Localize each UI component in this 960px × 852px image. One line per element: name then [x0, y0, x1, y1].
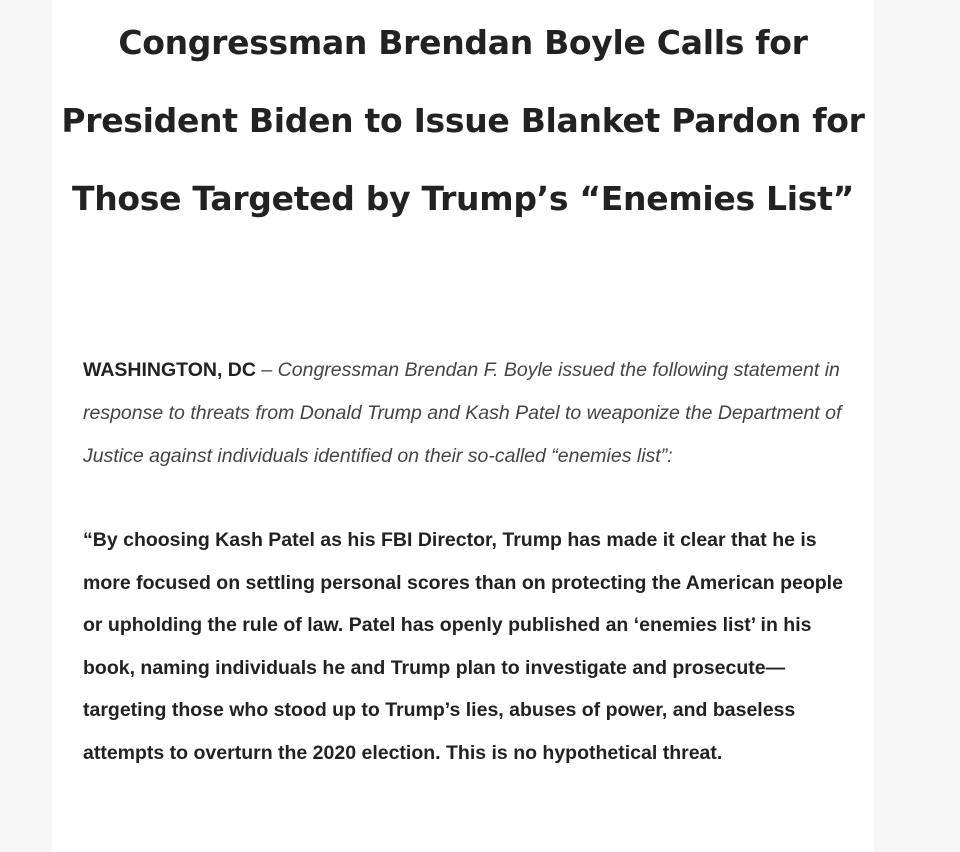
quote-paragraph: “By choosing Kash Patel as his FBI Director, Trump has made it clear that he is more focused on settling personal scores than on protecting the American people or upholding the rule of law. Patel has openly published an ‘enemies list’ in his book, naming individuals he and Trump plan to investigate and prosecute—targeting those who stood up to Trump’s lies, abuses of power, and baseless attempts to overturn the 2020 election. This is no hypothetical threat.	[83, 529, 843, 764]
dateline: WASHINGTON, DC	[83, 359, 256, 381]
article-headline: Congressman Brendan Boyle Calls for President Biden to Issue Blanket Pardon for Those Targeted by Trump’s “Enemies List”	[61, 23, 865, 218]
dateline-separator: –	[255, 359, 278, 381]
article-page	[52, 0, 874, 852]
intro-paragraph	[83, 349, 853, 478]
intro-statement: Congressman Brendan F. Boyle issued the following statement in response to threats from Donald Trump and Kash Patel to weaponize the Department of Justice against individuals identified on their so-called “enemies list”:	[83, 359, 842, 467]
